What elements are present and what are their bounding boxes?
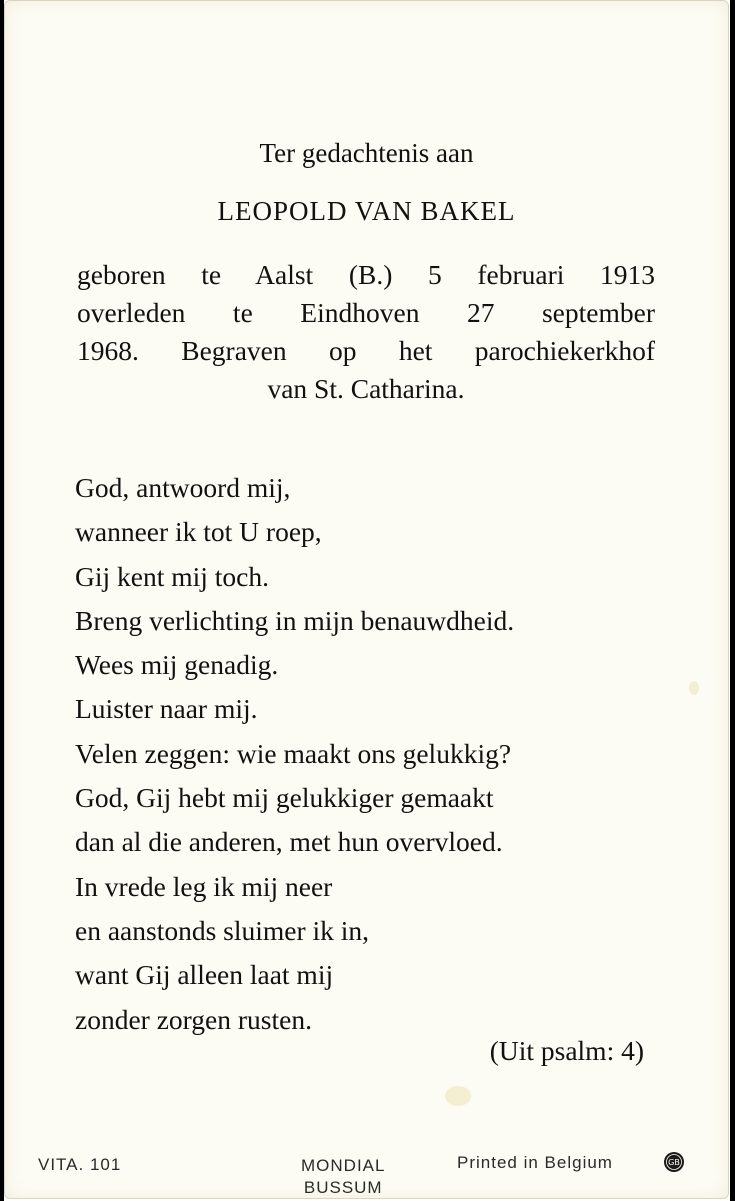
poem-line: zonder zorgen rusten. xyxy=(75,1003,312,1035)
poem-line: wanneer ik tot U roep, xyxy=(75,516,322,548)
bio-line: geboren te Aalst (B.) 5 februari 1913 xyxy=(77,259,655,290)
poem-line: Velen zeggen: wie maakt ons gelukkig? xyxy=(75,737,512,769)
printer-seal-icon xyxy=(663,1151,685,1173)
scan-edge-right xyxy=(730,0,735,1201)
publisher xyxy=(301,1155,385,1199)
poem-line: dan al die anderen, met hun overvloed. xyxy=(75,826,503,858)
poem-line: God, antwoord mij, xyxy=(75,472,291,503)
poem-line: God, Gij hebt mij gelukkiger gemaakt xyxy=(75,782,494,814)
paper-stain xyxy=(689,681,699,695)
poem-line: In vrede leg ik mij neer xyxy=(75,870,333,902)
card-code: VITA. 101 xyxy=(38,1155,122,1174)
psalm-source: (Uit psalm: 4) xyxy=(489,1035,644,1066)
psalm-poem xyxy=(75,466,514,1042)
poem-line: Breng verlichting in mijn benauwdheid. xyxy=(75,604,515,636)
poem-line: Gij kent mij toch. xyxy=(75,560,270,592)
seal-letters: GB xyxy=(668,1158,680,1168)
paper-stain xyxy=(445,1086,471,1106)
publisher-city: BUSSUM xyxy=(303,1178,383,1197)
poem-line: Luister naar mij. xyxy=(75,693,258,725)
publisher-name: MONDIAL xyxy=(301,1156,386,1175)
biography xyxy=(77,256,655,408)
poem-line: want Gij alleen laat mij xyxy=(75,959,334,991)
bio-line: van St. Catharina. xyxy=(267,373,465,404)
intro-text: Ter gedachtenis aan xyxy=(259,138,474,168)
bio-line: overleden te Eindhoven 27 september xyxy=(77,297,655,328)
bio-line: 1968. Begraven op het parochiekerkhof xyxy=(77,335,655,366)
poem-line: en aanstonds sluimer ik in, xyxy=(75,914,370,946)
memorial-card xyxy=(4,0,729,1199)
deceased-name: LEOPOLD VAN BAKEL xyxy=(217,196,516,226)
poem-line: Wees mij genadig. xyxy=(75,649,279,681)
printed-in: Printed in Belgium xyxy=(457,1153,613,1172)
